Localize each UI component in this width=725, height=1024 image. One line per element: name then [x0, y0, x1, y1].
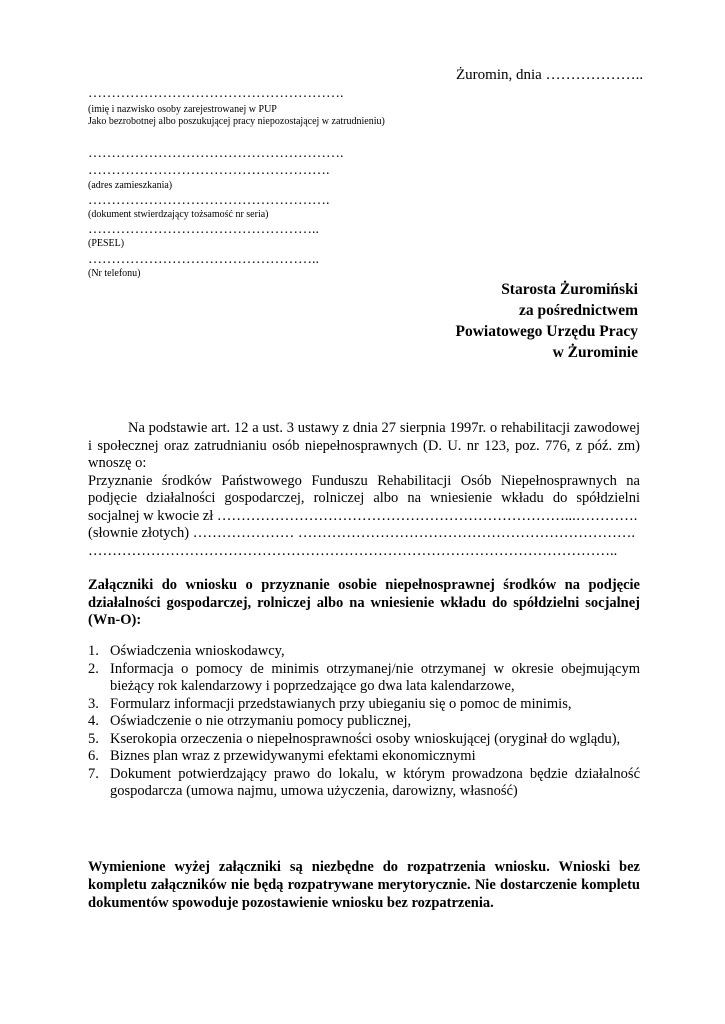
phone-caption: (Nr telefonu) [88, 268, 141, 279]
address-dots-line-1: ………………………………………………. [88, 146, 344, 161]
address-caption: (adres zamieszkania) [88, 180, 173, 191]
attachments-heading: Załączniki do wniosku o przyznanie osobie niepełnosprawnej środków na podjęcie działalności gospodarczej, rolniczej albo na wniesienie wkładu do spółdzielni socjalnej (Wn-O): [88, 577, 640, 628]
amount-in-words: (słownie złotych) ………………… ……………………………………………………………. [88, 525, 635, 541]
name-caption-line2: Jako bezrobotnej albo poszukującej pracy niepozostającej w zatrudnieniu) [88, 116, 385, 127]
list-item: 3. Formularz informacji przedstawianych przy ubieganiu się o pomoc de minimis, [88, 695, 572, 712]
id-dots-line: ……………………………………………. [88, 193, 330, 208]
list-item: 4. Oświadczenie o nie otrzymaniu pomocy publicznej, [88, 713, 412, 729]
address-dots-line-2: ……………………………………………. [88, 163, 330, 178]
amount-continuation-dots: ……………………………………………………………………………………………….. [88, 542, 618, 559]
name-dots-line: ………………………………………………. [88, 86, 344, 101]
phone-dots-line: ………………………………………….. [88, 252, 319, 267]
id-caption: (dokument stwierdzający tożsamość nr seria) [88, 209, 269, 220]
list-item: 7. Dokument potwierdzający prawo do lokalu, w którym prowadzona będzie działalność gospodarcza (umowa najmu, umowa użyczenia, darowizny, własność) [88, 765, 640, 799]
request-paragraph: Przyznanie środków Państwowego Funduszu Rehabilitacji Osób Niepełnosprawnych na podjęcie działalności gospodarczej, rolniczej albo na wniesienie wkładu do spółdzielni socjalnej w kwocie zł ………………………………………………………………...…………. [88, 472, 640, 524]
place-date: Żuromin, dnia ……………….. [456, 67, 644, 83]
recipient-line-1: Starosta Żuromiński [501, 281, 638, 298]
list-item: 6. Biznes plan wraz z przewidywanymi efektami ekonomicznymi [88, 748, 476, 764]
list-item: 5. Kserokopia orzeczenia o niepełnosprawności osoby wnioskującej (oryginał do wglądu), [88, 730, 621, 747]
recipient-line-4: w Żurominie [552, 344, 638, 361]
legal-basis-paragraph: Na podstawie art. 12 a ust. 3 ustawy z dnia 27 sierpnia 1997r. o rehabilitacji zawodowej i społecznej oraz zatrudnianiu osób niepełnosprawnych (D. U. nr 123, poz. 776, z póź. zm) wnoszę o: [88, 420, 640, 471]
pesel-caption: (PESEL) [88, 238, 125, 249]
closing-note: Wymienione wyżej załączniki są niezbędne do rozpatrzenia wniosku. Wnioski bez kompletu załączników nie będą rozpatrywane merytorycznie. Nie dostarczenie kompletu dokumentów spowoduje pozostawienie wniosku bez rozpatrzenia. [88, 859, 640, 911]
recipient-line-2: za pośrednictwem [519, 302, 638, 319]
request-body [88, 420, 640, 560]
recipient-line-3: Powiatowego Urzędu Pracy [455, 323, 638, 340]
list-item: 2. Informacja o pomocy de minimis otrzymanej/nie otrzymanej w okresie obejmującym bieżący rok kalendarzowy i poprzedzające go dwa lata kalendarzowe, [88, 660, 640, 694]
recipient-block [278, 279, 638, 363]
attachments-list [88, 643, 640, 801]
list-item: 1. Oświadczenia wnioskodawcy, [88, 643, 285, 659]
pesel-dots-line: ………………………………………….. [88, 222, 319, 237]
name-caption-line1: (imię i nazwisko osoby zarejestrowanej w PUP [88, 104, 277, 115]
